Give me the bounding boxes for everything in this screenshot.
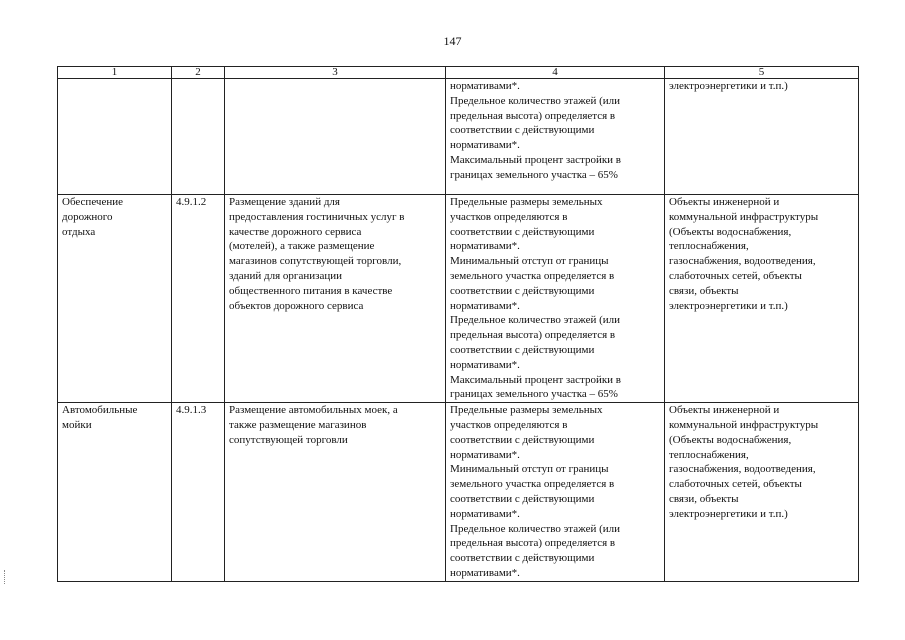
text-line: теплоснабжения,	[669, 448, 749, 461]
parameters-cell	[446, 195, 665, 403]
auxiliary-cell	[665, 195, 859, 403]
text-line: связи, объекты	[669, 492, 739, 505]
text-line: нормативами*.	[450, 80, 520, 92]
scan-margin-mark	[4, 570, 6, 584]
parameters-cell	[446, 403, 665, 582]
text-line: Предельное количество этажей (или	[450, 94, 621, 107]
text-line: нормативами*.	[450, 566, 520, 579]
text-line: газоснабжения, водоотведения,	[669, 463, 816, 476]
text-line: электроэнергетики и т.п.)	[669, 507, 788, 520]
text-line: Объекты инженерной и	[669, 196, 780, 208]
name-cell	[58, 195, 172, 403]
text-line: Размещение автомобильных моек, а	[229, 404, 398, 417]
text-line: объектов дорожного сервиса	[229, 299, 364, 312]
text-line: сопутствующей торговли	[229, 433, 348, 446]
text-line: участков определяются в	[450, 418, 568, 431]
text-line: соответствии с действующими	[450, 343, 595, 356]
text-line: соответствии с действующими	[450, 492, 595, 505]
text-line: коммунальной инфраструктуры	[669, 418, 819, 431]
text-line: соответствии с действующими	[450, 552, 595, 565]
parameters-cell	[446, 79, 665, 195]
text-line: нормативами*.	[450, 507, 520, 520]
text-line: границах земельного участка – 65%	[450, 388, 618, 401]
text-line: также размещение магазинов	[229, 418, 367, 431]
text-line: Предельные размеры земельных	[450, 196, 603, 208]
auxiliary-cell	[665, 79, 859, 195]
text-line: электроэнергетики и т.п.)	[669, 80, 788, 92]
text-line: нормативами*.	[450, 240, 520, 253]
land-use-table	[57, 66, 859, 582]
text-line: слаботочных сетей, объекты	[669, 269, 802, 282]
text-line: коммунальной инфраструктуры	[669, 210, 819, 223]
text-line: нормативами*.	[450, 299, 520, 312]
text-line: дорожного	[62, 210, 113, 223]
text-line: магазинов сопутствующей торговли,	[229, 255, 402, 268]
text-line: Размещение зданий для	[229, 196, 340, 208]
text-line: соответствии с действующими	[450, 225, 595, 238]
text-line: предельная высота) определяется в	[450, 329, 616, 342]
description-cell	[225, 79, 446, 195]
text-line: Предельные размеры земельных	[450, 404, 603, 417]
name-cell	[58, 79, 172, 195]
text-line: отдыха	[62, 225, 96, 238]
text-line: нормативами*.	[450, 358, 520, 371]
text-line: Автомобильные	[62, 404, 138, 417]
text-line: участков определяются в	[450, 210, 568, 223]
table-row-continuation	[58, 79, 859, 195]
text-line: мойки	[62, 418, 92, 431]
text-line: общественного питания в качестве	[229, 284, 393, 297]
text-line: качестве дорожного сервиса	[229, 225, 362, 238]
text-line: (мотелей), а также размещение	[229, 240, 375, 253]
column-header: 2	[172, 67, 225, 79]
text-line: земельного участка определяется в	[450, 269, 615, 282]
text-line: зданий для организации	[229, 269, 342, 282]
code-cell	[172, 195, 225, 403]
description-cell	[225, 195, 446, 403]
text-line: Предельное количество этажей (или	[450, 314, 621, 327]
text-line: Максимальный процент застройки в	[450, 153, 621, 166]
code-cell	[172, 79, 225, 195]
table-header-row	[58, 67, 859, 79]
text-line: Максимальный процент застройки в	[450, 373, 621, 386]
text-line: Объекты инженерной и	[669, 404, 780, 417]
text-line: границах земельного участка – 65%	[450, 168, 618, 181]
column-header: 3	[225, 67, 446, 79]
text-line: Предельное количество этажей (или	[450, 522, 621, 535]
text-line: газоснабжения, водоотведения,	[669, 255, 816, 268]
page-number: 147	[443, 34, 462, 48]
text-line: связи, объекты	[669, 284, 739, 297]
text-line: земельного участка определяется в	[450, 478, 615, 491]
code-text: 4.9.1.2	[176, 196, 207, 208]
text-line: соответствии с действующими	[450, 124, 595, 137]
text-line: теплоснабжения,	[669, 240, 749, 253]
text-line: (Объекты водоснабжения,	[669, 433, 792, 446]
text-line: предельная высота) определяется в	[450, 109, 616, 122]
text-line: соответствии с действующими	[450, 433, 595, 446]
auxiliary-cell	[665, 403, 859, 582]
text-line: (Объекты водоснабжения,	[669, 225, 792, 238]
column-header: 5	[665, 67, 859, 79]
text-line: Минимальный отступ от границы	[450, 463, 609, 476]
name-cell	[58, 403, 172, 582]
column-header: 4	[446, 67, 665, 79]
table-row	[58, 403, 859, 582]
code-text: 4.9.1.3	[176, 404, 207, 417]
text-line: слаботочных сетей, объекты	[669, 478, 802, 491]
text-line: электроэнергетики и т.п.)	[669, 299, 788, 312]
text-line: предоставления гостиничных услуг в	[229, 210, 405, 223]
column-header: 1	[58, 67, 172, 79]
text-line: Обеспечение	[62, 196, 123, 208]
description-cell	[225, 403, 446, 582]
text-line: нормативами*.	[450, 448, 520, 461]
text-line: предельная высота) определяется в	[450, 537, 616, 550]
text-line: Минимальный отступ от границы	[450, 255, 609, 268]
text-line: нормативами*.	[450, 139, 520, 152]
code-cell	[172, 403, 225, 582]
text-line: соответствии с действующими	[450, 284, 595, 297]
table-row	[58, 195, 859, 403]
